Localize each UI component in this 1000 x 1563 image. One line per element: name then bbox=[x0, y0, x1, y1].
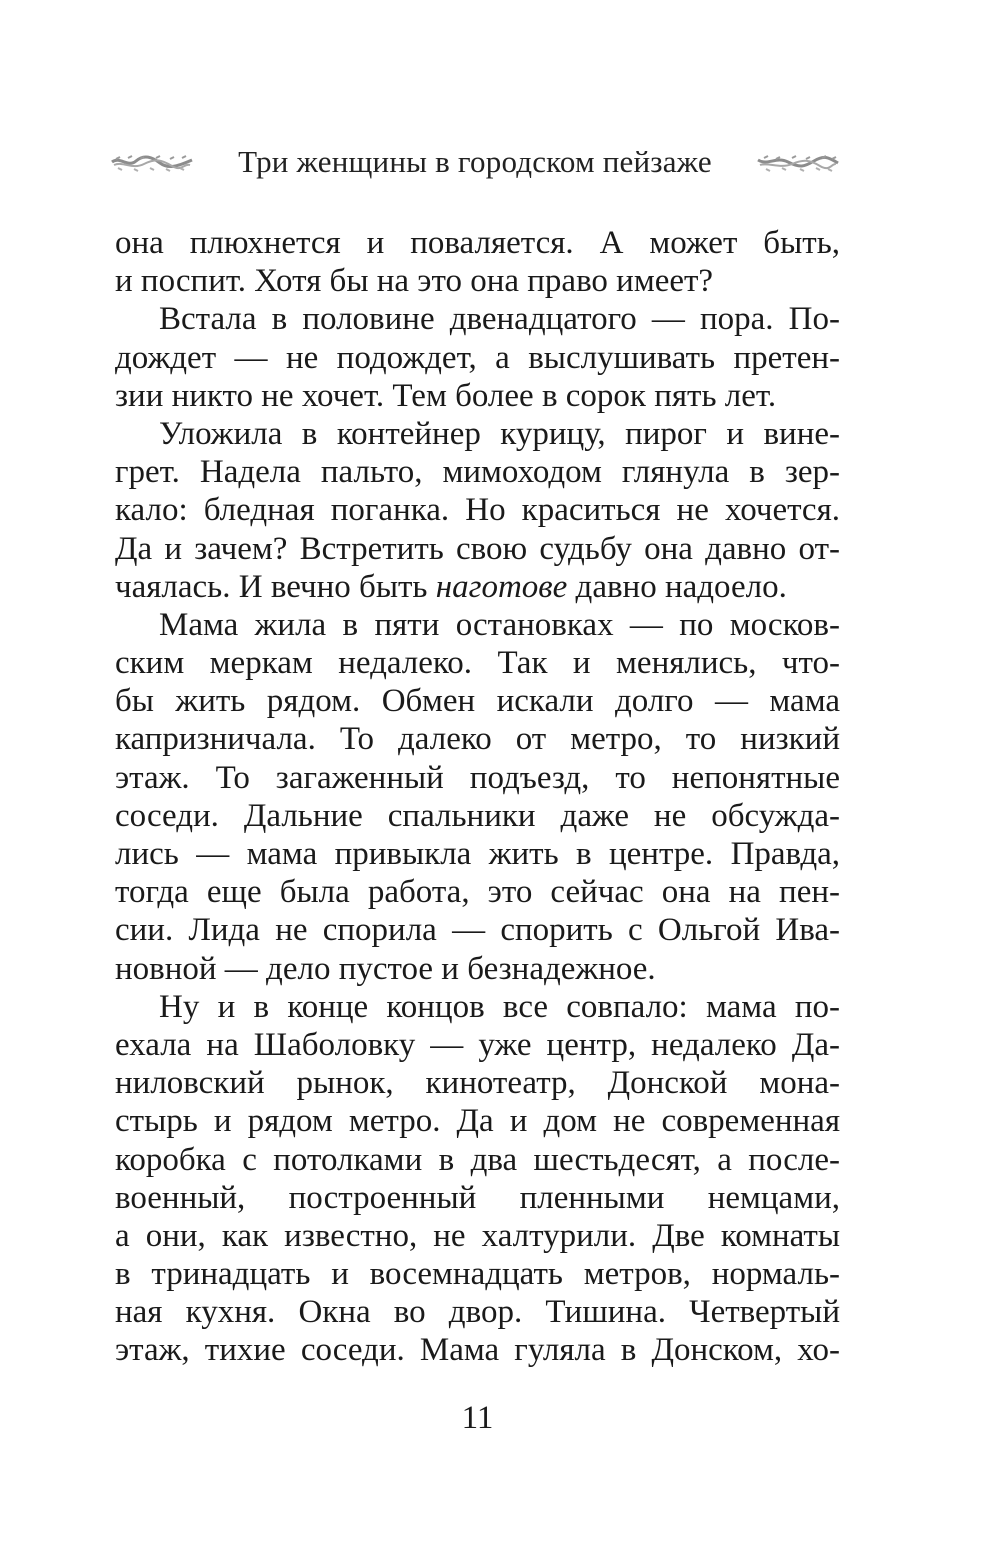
text-line: а они, как известно, не халтурили. Две комнаты bbox=[115, 1217, 840, 1254]
text-line: стырь и рядом метро. Да и дом не современная bbox=[115, 1103, 840, 1140]
text-line: ехала на Шаболовку — уже центр, недалеко Да- bbox=[115, 1026, 840, 1063]
text-line: капризничала. То далеко от метро, то низкий bbox=[115, 721, 840, 758]
text-line: в тринадцать и восемнадцать метров, нормаль- bbox=[115, 1256, 840, 1293]
page-number: 11 bbox=[461, 1400, 494, 1436]
text-line: бы жить рядом. Обмен искали долго — мама bbox=[115, 683, 840, 720]
text-line bbox=[115, 568, 840, 606]
text-line: соседи. Дальние спальники даже не обсужда- bbox=[115, 797, 840, 834]
text-line: Ну и в конце концов все совпало: мама по- bbox=[159, 988, 840, 1025]
text-line: этаж, тихие соседи. Мама гуляла в Донском, хо- bbox=[115, 1332, 840, 1369]
text-line: лись — мама привыкла жить в центре. Правда, bbox=[115, 836, 840, 872]
text-line: тогда еще была работа, это сейчас она на пен- bbox=[115, 874, 840, 911]
text-line: ниловский рынок, кинотеатр, Донской мона- bbox=[115, 1065, 840, 1102]
text-line: она плюхнется и поваляется. А может быть, bbox=[115, 225, 840, 261]
italic-word: наготове bbox=[435, 568, 568, 605]
text-line: Мама жила в пяти остановках — по москов- bbox=[159, 606, 840, 643]
text-line: ским меркам недалеко. Так и менялись, что- bbox=[115, 645, 840, 682]
text-line: этаж. То загаженный подъезд, то непонятные bbox=[115, 759, 840, 796]
running-header bbox=[110, 140, 840, 184]
left-ornament-icon bbox=[110, 150, 194, 174]
text-line: кало: бледная поганка. Но краситься не хочется. bbox=[115, 492, 840, 529]
right-ornament-icon bbox=[756, 150, 840, 174]
text-line: зии никто не хочет. Тем более в сорок пять лет. bbox=[115, 377, 777, 414]
body-text bbox=[115, 224, 840, 1370]
text-line: ная кухня. Окна во двор. Тишина. Четвертый bbox=[115, 1294, 840, 1331]
text-line: Да и зачем? Встретить свою судьбу она давно от- bbox=[115, 530, 840, 567]
text-line: Встала в половине двенадцатого — пора. По- bbox=[159, 301, 840, 338]
text-line: грет. Надела пальто, мимоходом глянула в зер- bbox=[115, 454, 840, 491]
running-title: Три женщины в городском пейзаже bbox=[238, 144, 712, 179]
text-line: и поспит. Хотя бы на это она право имеет? bbox=[115, 263, 714, 300]
text-run: давно надоело. bbox=[567, 568, 787, 605]
text-line: новной — дело пустое и безнадежное. bbox=[115, 950, 656, 987]
text-line: Уложила в контейнер курицу, пирог и вине- bbox=[159, 415, 840, 452]
text-line: военный, построенный пленными немцами, bbox=[115, 1179, 840, 1216]
text-run: чаялась. И вечно быть bbox=[115, 568, 436, 605]
text-line: коробка с потолками в два шестьдесят, а после- bbox=[115, 1141, 840, 1178]
text-line: сии. Лида не спорила — спорить с Ольгой Ива- bbox=[115, 912, 840, 949]
text-line: дождет — не подождет, а выслушивать претен- bbox=[115, 339, 840, 376]
